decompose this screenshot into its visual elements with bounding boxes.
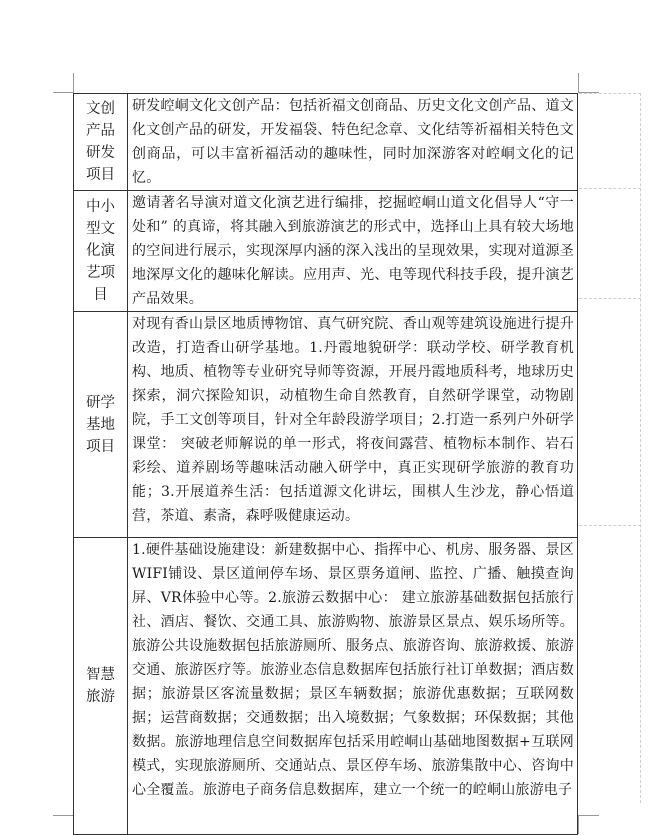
table-row xyxy=(74,94,578,191)
crop-mark-bottom-left-h xyxy=(53,815,73,816)
row-content: 研发崆峒文化文创产品：包括祈福文创商品、历史文化文创产品、道文化文创产品的研发，开发福袋、特色纪念章、文化结等祈福相关特色文创商品，可以丰富祈福活动的趣味性，同时加深游客对崆峒文化的记忆。 xyxy=(132,98,574,186)
crop-mark-bottom-right-h xyxy=(579,815,599,816)
row-label: 文创产品研发项目 xyxy=(86,101,115,183)
crop-mark-bottom-right-v xyxy=(578,815,579,834)
row-label: 中小型文化演艺项目 xyxy=(86,199,115,303)
row-content-cell xyxy=(128,94,578,191)
table-row xyxy=(74,191,578,312)
table-row xyxy=(74,538,578,835)
guide-line-right xyxy=(640,93,641,803)
row-label: 智慧旅游 xyxy=(86,667,115,705)
row-content: 邀请著名导演对道文化演艺进行编排，挖掘崆峒山道文化倡导人“守一处和” 的真谛，将其融入到旅游演艺的形式中，选择山上具有较大场地的空间进行展示，实现深厚内涵的深入浅出的呈现效果，实现对道源圣地深厚文化的趣味化解读。应用声、光、电等现代科技手段，提升演艺产品效果。 xyxy=(132,195,574,307)
row-content: 1.硬件基础设施建设：新建数据中心、指挥中心、机房、服务器、景区WIFI铺设、景区道闸停车场、景区票务道闸、监控、广播、触摸查询屏、VR体验中心等。2.旅游云数据中心： 建立旅游基础数据包括旅行社、酒店、餐饮、交通工具、旅游购物、旅游景区景点、娱乐场所等。旅游公共设施数据包括旅游厕所、服务点、旅游咨询、旅游救援、旅游交通、旅游医疗等。旅游业态信息数据库包括旅行社订单数据；酒店数据；旅游景区客流量数据；景区车辆数据；旅游优惠数据；互联网数据；运营商数据；交通数据；出入境数据；气象数据；环保数据；其他数据。旅游地理信息空间数据库包括采用崆峒山基础地图数据+互联网模式，实现旅游厕所、交通站点、景区停车场、旅游集散中心、咨询中心全覆盖。旅游电子商务信息数据库，建立一个统一的崆峒山旅游电子 xyxy=(132,542,574,798)
guide-line-row-3 xyxy=(579,298,641,299)
row-content: 对现有香山景区地质博物馆、真气研究院、香山观等建筑设施进行提升改造，打造香山研学基地。1.丹霞地貌研学：联动学校、研学教育机构、地质、植物等专业研究导师等资源，开展丹霞地质科考，地球历史探索，洞穴探险知识，动植物生命自然教育，自然研学课堂，动物剧院，手工文创等项目，针对全年龄段游学项目；2.打造一系列户外研学课堂： 突破老师解说的单一形式，将夜间露营、植物标本制作、岩石彩绘、道养剧场等趣味活动融入研学中，真正实现研学旅游的教育功能；3.开展道养生活：包括道源文化讲坛，围棋人生沙龙，静心悟道营，茶道、素斋，森呼吸健康运动。 xyxy=(132,316,574,524)
guide-line-row-1 xyxy=(579,93,641,94)
crop-mark-top-right-v xyxy=(578,73,579,93)
row-label-cell xyxy=(74,312,128,538)
guide-line-row-2 xyxy=(579,188,641,189)
row-label: 研学基地项目 xyxy=(86,394,115,455)
table-row xyxy=(74,312,578,538)
row-label-cell xyxy=(74,538,128,835)
row-label-cell xyxy=(74,191,128,312)
crop-mark-top-left-h xyxy=(53,92,73,93)
row-label-cell xyxy=(74,94,128,191)
crop-mark-top-left-v xyxy=(73,73,74,93)
row-content-cell xyxy=(128,538,578,835)
guide-line-row-4 xyxy=(579,525,641,526)
row-content-cell xyxy=(128,191,578,312)
row-content-cell xyxy=(128,312,578,538)
document-table xyxy=(73,93,578,835)
